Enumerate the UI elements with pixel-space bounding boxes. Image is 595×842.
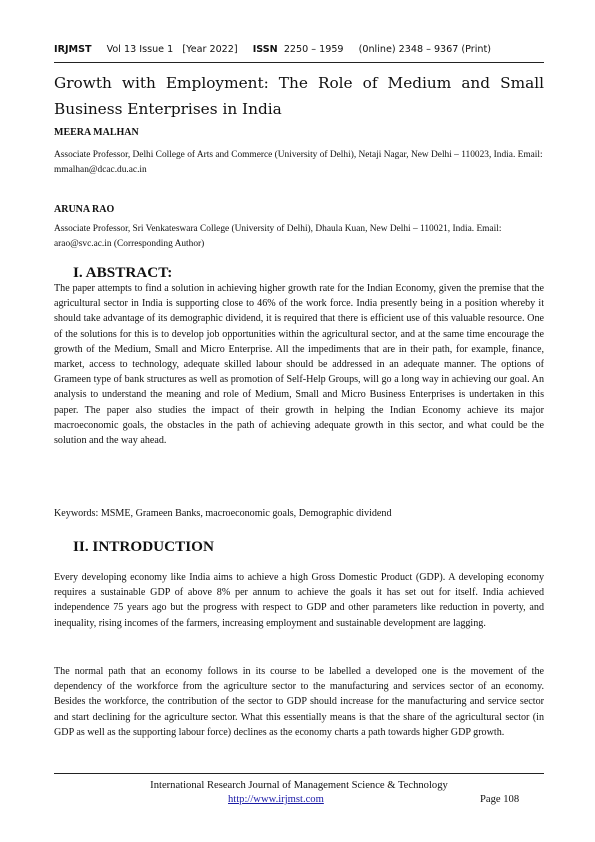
page-number: Page 108 — [480, 794, 520, 805]
eissn-value: (0nline) 2348 – 9367 (Print) — [358, 44, 491, 55]
journal-abbrev: IRJMST — [54, 44, 92, 55]
intro-paragraph: Every developing economy like India aims to achieve a high Gross Domestic Product (GDP). A developing economy requires a sustainable GDP of above 8% per annum to achieve the goals it has set out for itself. India achieved independence 75 years ago but the progress with respect to GDP and other parameters like reduction in poverty, and inequality, rising incomes of the farmers, increasing employment and sustainable development are lagging. — [54, 572, 544, 629]
volume-issue: Vol 13 Issue 1 — [106, 44, 174, 55]
intro-paragraph: The normal path that an economy follows in its course to be labelled a developed one is the movement of the dependency of the workforce from the agriculture sector to the manufacturing and services sector of an economy. Besides the workforce, the contribution of the sector to GDP should increase for the manufacturing and service sector and start declining for the agriculture sector. What this essentially means is that the share of the agricultural sector (in GDP as well as the supporting labour force) declines as the economy charts a path towards higher GDP growth. — [54, 666, 544, 738]
journal-url-link[interactable]: http://www.irjmst.com — [228, 794, 324, 805]
author-name: MEERA MALHAN — [54, 127, 139, 138]
author-name: ARUNA RAO — [54, 204, 115, 215]
running-header — [54, 44, 544, 55]
paper-title: Growth with Employment: The Role of Medium and Small Business Enterprises in India — [54, 74, 544, 118]
section-heading-abstract: I. ABSTRACT: — [73, 264, 173, 281]
year: [Year 2022] — [182, 44, 238, 55]
footer-journal-name: International Research Journal of Management Science & Technology — [150, 780, 448, 791]
author-affiliation: Associate Professor, Sri Venkateswara College (University of Delhi), Dhaula Kuan, New Delhi – 110021, India. Email: arao@svc.ac.in (Corresponding Author) — [54, 224, 502, 249]
keywords: Keywords: MSME, Grameen Banks, macroeconomic goals, Demographic dividend — [54, 508, 392, 519]
header-rule — [54, 62, 544, 63]
issn-value: 2250 – 1959 — [283, 44, 344, 55]
issn-label: ISSN — [252, 44, 278, 55]
footer-rule — [54, 773, 544, 774]
author-affiliation: Associate Professor, Delhi College of Arts and Commerce (University of Delhi), Netaji Nagar, New Delhi – 110023, India. Email: mmalhan@dcac.du.ac.in — [54, 150, 543, 175]
abstract-text: The paper attempts to find a solution in achieving higher growth rate for the Indian Economy, given the premise that the agricultural sector in India is supporting close to 46% of the work force. India presently being in a position whereby it should take advantage of its demographic dividend, it is required that there is efficient use of this valuable resource. One of the solutions for this is to develop job opportunities within the agricultural sector, and at the same time encourage the growth of the Medium, Small and Micro Enterprise. All the impediments that are in their path, for example, finance, market, access to technology, adequate skilled labour should be addressed in an adequate manner. The options of Grameen type of bank structures as well as promotion of Self-Help Groups, will go a long way in achieving our goal. An analysis to understand the meaning and role of Medium, Small and Micro Business Enterprises is undertaken in this paper. The paper also studies the impact of their growth in helping the Indian Economy achieve its major macroeconomic goals, the obstacles in the path of achieving adequate growth in this sector, and what could be the solution and the way ahead. — [54, 283, 544, 447]
section-heading-introduction: II. INTRODUCTION — [73, 538, 214, 555]
